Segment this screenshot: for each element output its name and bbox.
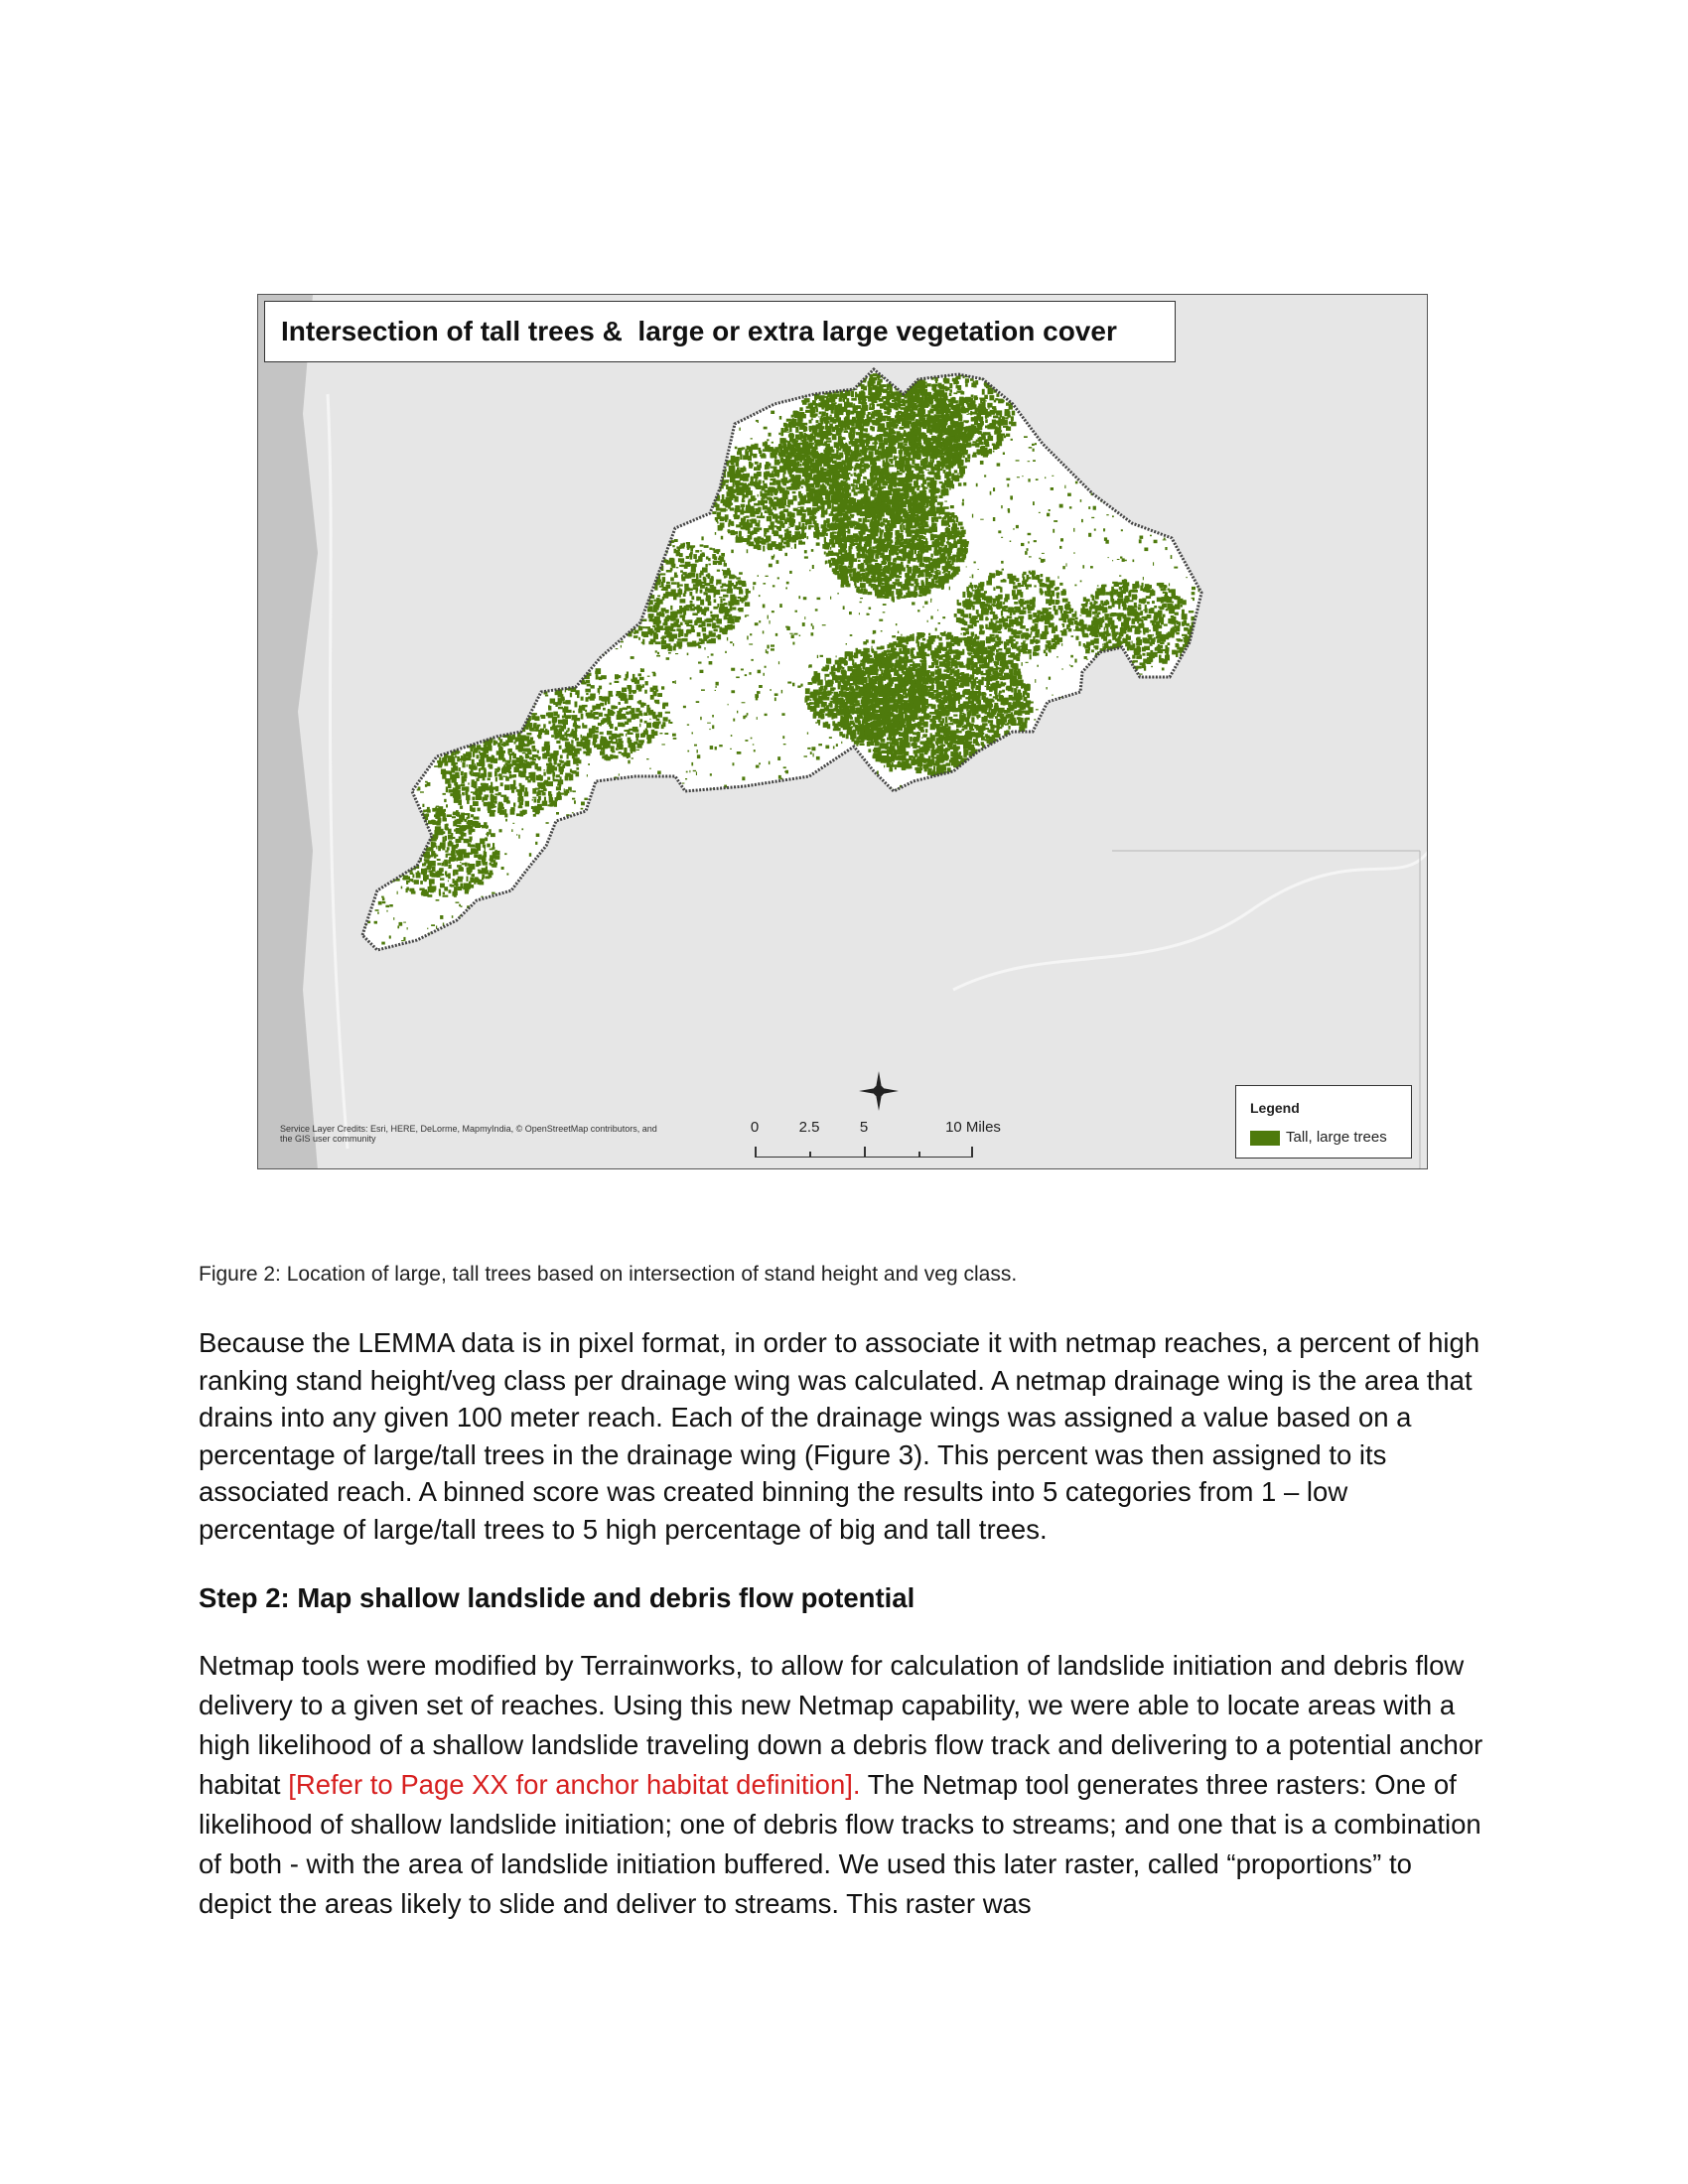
service-layer-credits: Service Layer Credits: Esri, HERE, DeLorme, MapmyIndia, © OpenStreetMap contributors, and the GIS user community <box>280 1124 657 1144</box>
scale-label-0: 0 <box>750 1119 760 1136</box>
paragraph-netmap <box>199 1646 1489 1924</box>
paragraph-netmap-part2: The Netmap tool generates three rasters: One of likelihood of shallow landslide initiation; one of debris flow tracks to streams; and one that is a combination of both - with the area of landslide initiation buffered. We used this later raster, called “proportions” to depict the areas likely to slide and deliver to streams. This raster was <box>199 1769 1481 1919</box>
scale-label-5: 5 <box>859 1119 869 1136</box>
step-2-heading: Step 2: Map shallow landslide and debris flow potential <box>199 1582 915 1613</box>
figure-caption: Figure 2: Location of large, tall trees based on intersection of stand height and veg class. <box>199 1263 1018 1286</box>
scale-label-2-5: 2.5 <box>798 1119 820 1136</box>
map-canvas <box>258 295 1428 1169</box>
anchor-habitat-reference: [Refer to Page XX for anchor habitat definition]. <box>288 1769 861 1800</box>
map-title: Intersection of tall trees & large or extra large vegetation cover <box>264 301 1176 362</box>
paragraph-netmap-part1: Netmap tools were modified by Terrainworks, to allow for calculation of landslide initiation and debris flow delivery to a given set of reaches. Using this new Netmap capability, we were able to locate areas with a high likelihood of a shallow landslide traveling down a debris flow track and delivering to a potential anchor habitat <box>199 1650 1483 1800</box>
scale-bar <box>735 1119 1023 1159</box>
map-figure <box>257 294 1428 1169</box>
scale-label-10: 10 Miles <box>945 1119 1001 1136</box>
map-legend <box>1235 1085 1412 1159</box>
scale-line <box>755 1147 973 1158</box>
legend-label: Tall, large trees <box>1286 1129 1387 1146</box>
compass-rose-icon <box>857 1069 901 1113</box>
legend-swatch <box>1250 1131 1280 1146</box>
legend-title: Legend <box>1250 1100 1300 1116</box>
paragraph-lemma: Because the LEMMA data is in pixel format, in order to associate it with netmap reaches, a percent of high ranking stand height/veg class per drainage wing was calculated. A netmap drainage wing is the area that drains into any given 100 meter reach. Each of the drainage wings was assigned a value based on a percentage of large/tall trees in the drainage wing (Figure 3). This percent was then assigned to its associated reach. A binned score was created binning the results into 5 categories from 1 – low percentage of large/tall trees to 5 high percentage of big and tall trees. <box>199 1327 1480 1545</box>
